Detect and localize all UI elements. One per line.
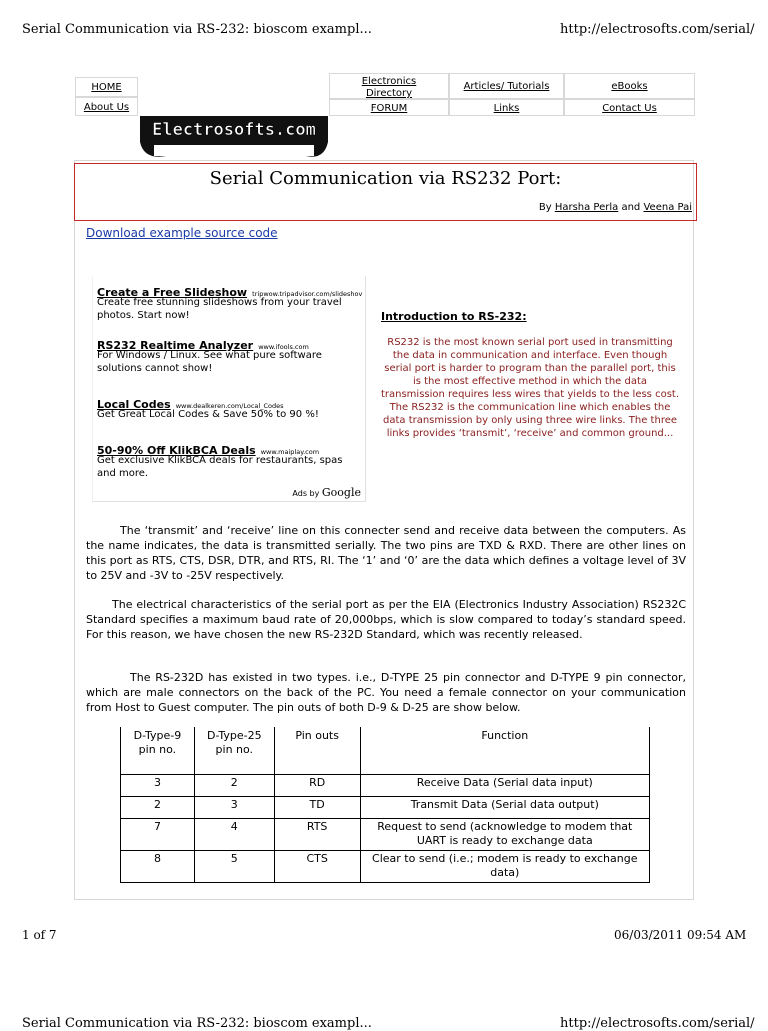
table-cell: 5 [194,851,274,883]
ad-body: Create free stunning slideshows from your travel photos. Start now! [97,297,342,321]
intro-heading: Introduction to RS-232: [381,310,527,323]
ad-url: tripwow.tripadvisor.com/slideshov [252,290,363,298]
table-row [121,797,650,819]
paragraph-electrical: The electrical characteristics of the serial port as per the EIA (Electronics Industry Association) RS232C Standard specifies a maximum baud rate of 20,000bps, which is slow compared to today’s standard speed. For this reason, we have chosen the new RS-232D Standard, which was recently released. [86,598,686,641]
table-cell: Transmit Data (Serial data output) [360,797,649,819]
table-header: D-Type-9 pin no. [121,727,195,775]
table-cell: TD [274,797,360,819]
table-cell: RTS [274,819,360,851]
print-header-url: http://electrosofts.com/serial/ [560,22,755,37]
table-cell: CTS [274,851,360,883]
ad-url: www.ifools.com [258,343,309,351]
nav-ebooks[interactable]: eBooks [564,73,695,99]
ad-body: Get exclusive KlikBCA deals for restaurants, spas and more. [97,455,343,479]
paragraph-rs232d: The RS-232D has existed in two types. i.e., D-TYPE 25 pin connector and D-TYPE 9 pin connector, which are male connectors on the back of the PC. You need a female connector on your communication from Host to Guest computer. The pin outs of both D-9 & D-25 are show below. [86,671,686,714]
paragraph-transmit-receive: The ‘transmit’ and ‘receive’ line on this connecter send and receive data between the computers. As the name indicates, the data is transmitted serially. The two pins are TXD & RXD. There are other lines on this port as RTS, CTS, DSR, DTR, and RTS, RI. The ‘1’ and ‘0’ are the data which defines a voltage level of 3V to 25V and -3V to -25V respectively. [86,524,686,582]
table-cell: 3 [121,775,195,797]
table-row [121,819,650,851]
nav-about[interactable]: About Us [75,97,138,116]
ad-url: www.maiplay.com [260,448,320,456]
logo-graphic [136,116,332,160]
table-cell: 7 [121,819,195,851]
logo-text: Electrosofts.com [152,120,316,140]
table-cell: RD [274,775,360,797]
table-header: Function [360,727,649,775]
site-logo[interactable] [136,116,332,160]
print-footer-datetime: 06/03/2011 09:54 AM [614,928,747,942]
author-link-harsha[interactable]: Harsha Perla [554,202,619,213]
title-box [74,163,697,221]
page-title: Serial Communication via RS232 Port: [209,168,562,189]
nav-forum[interactable]: FORUM [329,99,449,116]
ad-url: www.dealkeren.com/Local_Codes [175,402,284,410]
byline [539,202,692,213]
table-cell: 2 [194,775,274,797]
table-header-row [121,727,650,775]
byline-and: and [621,202,641,213]
nav-articles[interactable]: Articles/ Tutorials [449,73,564,99]
print-header-title: Serial Communication via RS-232: bioscom exampl... [22,22,372,37]
byline-prefix: By [538,202,552,213]
google-wordmark: Google [321,486,361,499]
print-footer-page: 1 of 7 [22,928,57,942]
table-cell: 8 [121,851,195,883]
author-link-veena[interactable]: Veena Pai [643,202,692,213]
table-row [121,775,650,797]
ad-title[interactable]: 50-90% Off KlikBCA Deals [97,444,256,457]
table-cell: 2 [121,797,195,819]
download-source-link[interactable]: Download example source code [86,226,278,240]
next-page-header-title: Serial Communication via RS-232: bioscom exampl... [22,1016,372,1031]
ad-title[interactable]: Create a Free Slideshow [97,286,248,299]
nav-links[interactable]: Links [449,99,564,116]
table-cell: Clear to send (i.e.; modem is ready to exchange data) [360,851,649,883]
ad-title[interactable]: RS232 Realtime Analyzer [97,339,254,352]
table-cell: Receive Data (Serial data input) [360,775,649,797]
ads-panel [92,276,366,502]
table-cell: 3 [194,797,274,819]
nav-contact[interactable]: Contact Us [564,99,695,116]
nav-electronics-directory[interactable]: Electronics Directory [329,73,449,99]
intro-text: RS232 is the most known serial port used in transmitting the data in communication and interface. Even though serial port is harder to program than the parallel port, this is the most effective method in which the data transmission requires less wires that yields to the less cost. The RS232 is the communication line which enables the data transmission by only using three wire links. The three links provides ‘transmit’, ‘receive’ and common ground... [380,337,680,439]
ad-body: For Windows / Linux. See what pure software solutions cannot show! [97,350,322,374]
pin-table [120,727,650,883]
next-page-header-url: http://electrosofts.com/serial/ [560,1016,755,1031]
table-row [121,851,650,883]
nav-home[interactable]: HOME [75,77,138,97]
ads-by-label: Ads by [292,489,320,498]
ad-title[interactable]: Local Codes [97,398,171,411]
table-header: Pin outs [274,727,360,775]
table-cell: Request to send (acknowledge to modem that UART is ready to exchange data [360,819,649,851]
table-header: D-Type-25 pin no. [194,727,274,775]
ad-body: Get Great Local Codes & Save 50% to 90 %! [97,409,319,420]
ads-by-google[interactable] [292,486,361,499]
table-cell: 4 [194,819,274,851]
